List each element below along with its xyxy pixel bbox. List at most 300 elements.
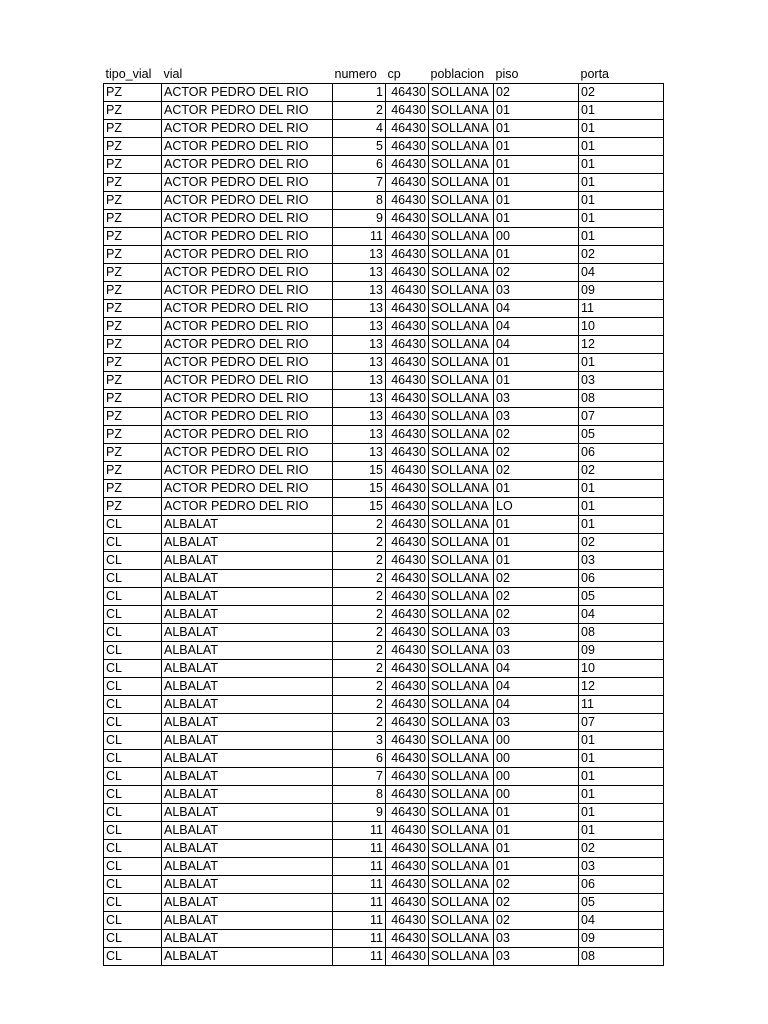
- cell-poblacion[interactable]: SOLLANA: [429, 138, 494, 156]
- cell-vial[interactable]: ACTOR PEDRO DEL RIO: [162, 120, 333, 138]
- cell-numero[interactable]: 11: [333, 876, 386, 894]
- cell-numero[interactable]: 2: [333, 678, 386, 696]
- cell-poblacion[interactable]: SOLLANA: [429, 192, 494, 210]
- cell-cp[interactable]: 46430: [386, 462, 429, 480]
- cell-tipo-vial[interactable]: CL: [104, 894, 162, 912]
- cell-numero[interactable]: 13: [333, 426, 386, 444]
- cell-tipo-vial[interactable]: CL: [104, 624, 162, 642]
- cell-poblacion[interactable]: SOLLANA: [429, 912, 494, 930]
- cell-numero[interactable]: 13: [333, 336, 386, 354]
- cell-cp[interactable]: 46430: [386, 606, 429, 624]
- cell-piso[interactable]: 01: [494, 174, 579, 192]
- cell-piso[interactable]: 01: [494, 354, 579, 372]
- cell-poblacion[interactable]: SOLLANA: [429, 390, 494, 408]
- cell-cp[interactable]: 46430: [386, 570, 429, 588]
- cell-porta[interactable]: 04: [579, 606, 664, 624]
- cell-poblacion[interactable]: SOLLANA: [429, 102, 494, 120]
- cell-cp[interactable]: 46430: [386, 156, 429, 174]
- cell-numero[interactable]: 13: [333, 282, 386, 300]
- cell-tipo-vial[interactable]: PZ: [104, 444, 162, 462]
- cell-numero[interactable]: 2: [333, 516, 386, 534]
- cell-tipo-vial[interactable]: CL: [104, 660, 162, 678]
- cell-numero[interactable]: 2: [333, 642, 386, 660]
- cell-tipo-vial[interactable]: CL: [104, 606, 162, 624]
- cell-cp[interactable]: 46430: [386, 264, 429, 282]
- cell-vial[interactable]: ALBALAT: [162, 822, 333, 840]
- cell-vial[interactable]: ACTOR PEDRO DEL RIO: [162, 210, 333, 228]
- cell-cp[interactable]: 46430: [386, 84, 429, 102]
- cell-vial[interactable]: ACTOR PEDRO DEL RIO: [162, 390, 333, 408]
- cell-poblacion[interactable]: SOLLANA: [429, 426, 494, 444]
- cell-porta[interactable]: 10: [579, 318, 664, 336]
- cell-tipo-vial[interactable]: CL: [104, 840, 162, 858]
- cell-vial[interactable]: ALBALAT: [162, 804, 333, 822]
- cell-porta[interactable]: 01: [579, 516, 664, 534]
- cell-porta[interactable]: 01: [579, 786, 664, 804]
- cell-vial[interactable]: ALBALAT: [162, 948, 333, 966]
- cell-piso[interactable]: 01: [494, 840, 579, 858]
- cell-poblacion[interactable]: SOLLANA: [429, 354, 494, 372]
- cell-piso[interactable]: 03: [494, 714, 579, 732]
- cell-piso[interactable]: 01: [494, 822, 579, 840]
- cell-cp[interactable]: 46430: [386, 498, 429, 516]
- cell-porta[interactable]: 07: [579, 408, 664, 426]
- cell-tipo-vial[interactable]: CL: [104, 714, 162, 732]
- cell-cp[interactable]: 46430: [386, 696, 429, 714]
- cell-porta[interactable]: 01: [579, 498, 664, 516]
- cell-cp[interactable]: 46430: [386, 192, 429, 210]
- cell-cp[interactable]: 46430: [386, 588, 429, 606]
- cell-vial[interactable]: ACTOR PEDRO DEL RIO: [162, 354, 333, 372]
- cell-tipo-vial[interactable]: CL: [104, 696, 162, 714]
- cell-vial[interactable]: ALBALAT: [162, 840, 333, 858]
- cell-tipo-vial[interactable]: PZ: [104, 138, 162, 156]
- cell-poblacion[interactable]: SOLLANA: [429, 300, 494, 318]
- cell-porta[interactable]: 01: [579, 732, 664, 750]
- cell-cp[interactable]: 46430: [386, 210, 429, 228]
- cell-tipo-vial[interactable]: PZ: [104, 174, 162, 192]
- cell-poblacion[interactable]: SOLLANA: [429, 408, 494, 426]
- cell-tipo-vial[interactable]: CL: [104, 750, 162, 768]
- cell-piso[interactable]: 01: [494, 480, 579, 498]
- cell-tipo-vial[interactable]: PZ: [104, 228, 162, 246]
- cell-numero[interactable]: 2: [333, 624, 386, 642]
- cell-porta[interactable]: 04: [579, 912, 664, 930]
- cell-numero[interactable]: 13: [333, 318, 386, 336]
- cell-vial[interactable]: ACTOR PEDRO DEL RIO: [162, 174, 333, 192]
- cell-poblacion[interactable]: SOLLANA: [429, 768, 494, 786]
- cell-poblacion[interactable]: SOLLANA: [429, 570, 494, 588]
- cell-cp[interactable]: 46430: [386, 534, 429, 552]
- cell-cp[interactable]: 46430: [386, 246, 429, 264]
- cell-numero[interactable]: 9: [333, 804, 386, 822]
- cell-numero[interactable]: 11: [333, 912, 386, 930]
- cell-vial[interactable]: ALBALAT: [162, 678, 333, 696]
- cell-cp[interactable]: 46430: [386, 480, 429, 498]
- cell-numero[interactable]: 13: [333, 372, 386, 390]
- cell-piso[interactable]: 02: [494, 876, 579, 894]
- cell-piso[interactable]: 01: [494, 210, 579, 228]
- cell-porta[interactable]: 08: [579, 948, 664, 966]
- cell-porta[interactable]: 12: [579, 336, 664, 354]
- cell-vial[interactable]: ACTOR PEDRO DEL RIO: [162, 408, 333, 426]
- cell-numero[interactable]: 2: [333, 102, 386, 120]
- cell-piso[interactable]: 02: [494, 912, 579, 930]
- cell-vial[interactable]: ACTOR PEDRO DEL RIO: [162, 84, 333, 102]
- cell-cp[interactable]: 46430: [386, 840, 429, 858]
- cell-cp[interactable]: 46430: [386, 120, 429, 138]
- cell-numero[interactable]: 2: [333, 534, 386, 552]
- cell-vial[interactable]: ACTOR PEDRO DEL RIO: [162, 102, 333, 120]
- cell-vial[interactable]: ALBALAT: [162, 660, 333, 678]
- cell-piso[interactable]: 02: [494, 462, 579, 480]
- cell-piso[interactable]: 01: [494, 372, 579, 390]
- cell-piso[interactable]: 04: [494, 696, 579, 714]
- cell-poblacion[interactable]: SOLLANA: [429, 444, 494, 462]
- cell-poblacion[interactable]: SOLLANA: [429, 84, 494, 102]
- cell-piso[interactable]: 04: [494, 300, 579, 318]
- cell-tipo-vial[interactable]: CL: [104, 588, 162, 606]
- cell-porta[interactable]: 01: [579, 192, 664, 210]
- cell-piso[interactable]: 02: [494, 570, 579, 588]
- cell-tipo-vial[interactable]: PZ: [104, 354, 162, 372]
- cell-numero[interactable]: 11: [333, 858, 386, 876]
- cell-tipo-vial[interactable]: PZ: [104, 336, 162, 354]
- cell-piso[interactable]: 01: [494, 804, 579, 822]
- cell-piso[interactable]: 02: [494, 588, 579, 606]
- cell-porta[interactable]: 02: [579, 246, 664, 264]
- cell-piso[interactable]: 02: [494, 426, 579, 444]
- cell-poblacion[interactable]: SOLLANA: [429, 480, 494, 498]
- cell-cp[interactable]: 46430: [386, 282, 429, 300]
- cell-vial[interactable]: ALBALAT: [162, 606, 333, 624]
- cell-piso[interactable]: 02: [494, 444, 579, 462]
- cell-poblacion[interactable]: SOLLANA: [429, 732, 494, 750]
- cell-tipo-vial[interactable]: PZ: [104, 102, 162, 120]
- cell-poblacion[interactable]: SOLLANA: [429, 282, 494, 300]
- cell-piso[interactable]: 00: [494, 750, 579, 768]
- cell-vial[interactable]: ALBALAT: [162, 552, 333, 570]
- cell-numero[interactable]: 7: [333, 768, 386, 786]
- cell-tipo-vial[interactable]: CL: [104, 930, 162, 948]
- cell-tipo-vial[interactable]: PZ: [104, 480, 162, 498]
- cell-tipo-vial[interactable]: PZ: [104, 390, 162, 408]
- cell-poblacion[interactable]: SOLLANA: [429, 822, 494, 840]
- cell-numero[interactable]: 15: [333, 498, 386, 516]
- cell-cp[interactable]: 46430: [386, 426, 429, 444]
- cell-porta[interactable]: 01: [579, 822, 664, 840]
- cell-poblacion[interactable]: SOLLANA: [429, 552, 494, 570]
- cell-piso[interactable]: 01: [494, 120, 579, 138]
- cell-vial[interactable]: ACTOR PEDRO DEL RIO: [162, 498, 333, 516]
- cell-porta[interactable]: 01: [579, 210, 664, 228]
- cell-tipo-vial[interactable]: CL: [104, 876, 162, 894]
- cell-cp[interactable]: 46430: [386, 786, 429, 804]
- cell-tipo-vial[interactable]: CL: [104, 642, 162, 660]
- cell-tipo-vial[interactable]: CL: [104, 912, 162, 930]
- cell-vial[interactable]: ACTOR PEDRO DEL RIO: [162, 462, 333, 480]
- cell-poblacion[interactable]: SOLLANA: [429, 624, 494, 642]
- cell-porta[interactable]: 11: [579, 300, 664, 318]
- cell-tipo-vial[interactable]: CL: [104, 732, 162, 750]
- cell-porta[interactable]: 09: [579, 930, 664, 948]
- cell-poblacion[interactable]: SOLLANA: [429, 516, 494, 534]
- cell-poblacion[interactable]: SOLLANA: [429, 534, 494, 552]
- cell-porta[interactable]: 03: [579, 858, 664, 876]
- cell-piso[interactable]: 04: [494, 318, 579, 336]
- cell-porta[interactable]: 02: [579, 84, 664, 102]
- cell-porta[interactable]: 06: [579, 876, 664, 894]
- cell-cp[interactable]: 46430: [386, 894, 429, 912]
- cell-tipo-vial[interactable]: PZ: [104, 426, 162, 444]
- cell-poblacion[interactable]: SOLLANA: [429, 786, 494, 804]
- cell-piso[interactable]: 03: [494, 948, 579, 966]
- cell-poblacion[interactable]: SOLLANA: [429, 498, 494, 516]
- cell-piso[interactable]: 01: [494, 138, 579, 156]
- cell-vial[interactable]: ALBALAT: [162, 534, 333, 552]
- cell-numero[interactable]: 11: [333, 894, 386, 912]
- cell-vial[interactable]: ACTOR PEDRO DEL RIO: [162, 336, 333, 354]
- cell-porta[interactable]: 01: [579, 102, 664, 120]
- cell-porta[interactable]: 10: [579, 660, 664, 678]
- cell-piso[interactable]: 01: [494, 534, 579, 552]
- cell-numero[interactable]: 8: [333, 786, 386, 804]
- cell-cp[interactable]: 46430: [386, 516, 429, 534]
- cell-tipo-vial[interactable]: PZ: [104, 84, 162, 102]
- cell-piso[interactable]: 01: [494, 552, 579, 570]
- cell-numero[interactable]: 1: [333, 84, 386, 102]
- cell-vial[interactable]: ACTOR PEDRO DEL RIO: [162, 264, 333, 282]
- cell-porta[interactable]: 02: [579, 462, 664, 480]
- cell-numero[interactable]: 2: [333, 714, 386, 732]
- cell-poblacion[interactable]: SOLLANA: [429, 372, 494, 390]
- cell-piso[interactable]: 03: [494, 642, 579, 660]
- cell-numero[interactable]: 2: [333, 660, 386, 678]
- cell-numero[interactable]: 7: [333, 174, 386, 192]
- cell-poblacion[interactable]: SOLLANA: [429, 642, 494, 660]
- cell-cp[interactable]: 46430: [386, 678, 429, 696]
- cell-tipo-vial[interactable]: PZ: [104, 264, 162, 282]
- cell-numero[interactable]: 3: [333, 732, 386, 750]
- cell-porta[interactable]: 01: [579, 354, 664, 372]
- cell-poblacion[interactable]: SOLLANA: [429, 948, 494, 966]
- cell-piso[interactable]: 00: [494, 786, 579, 804]
- cell-poblacion[interactable]: SOLLANA: [429, 876, 494, 894]
- cell-numero[interactable]: 15: [333, 480, 386, 498]
- cell-vial[interactable]: ALBALAT: [162, 714, 333, 732]
- cell-piso[interactable]: 03: [494, 282, 579, 300]
- cell-poblacion[interactable]: SOLLANA: [429, 228, 494, 246]
- cell-porta[interactable]: 05: [579, 426, 664, 444]
- cell-piso[interactable]: LO: [494, 498, 579, 516]
- cell-poblacion[interactable]: SOLLANA: [429, 462, 494, 480]
- cell-cp[interactable]: 46430: [386, 948, 429, 966]
- cell-numero[interactable]: 2: [333, 606, 386, 624]
- cell-numero[interactable]: 11: [333, 228, 386, 246]
- cell-piso[interactable]: 02: [494, 84, 579, 102]
- cell-piso[interactable]: 01: [494, 192, 579, 210]
- cell-numero[interactable]: 13: [333, 354, 386, 372]
- cell-tipo-vial[interactable]: CL: [104, 534, 162, 552]
- cell-piso[interactable]: 01: [494, 246, 579, 264]
- cell-poblacion[interactable]: SOLLANA: [429, 264, 494, 282]
- cell-vial[interactable]: ACTOR PEDRO DEL RIO: [162, 372, 333, 390]
- cell-piso[interactable]: 03: [494, 624, 579, 642]
- cell-porta[interactable]: 06: [579, 444, 664, 462]
- cell-vial[interactable]: ACTOR PEDRO DEL RIO: [162, 282, 333, 300]
- cell-poblacion[interactable]: SOLLANA: [429, 246, 494, 264]
- cell-tipo-vial[interactable]: CL: [104, 516, 162, 534]
- cell-vial[interactable]: ALBALAT: [162, 570, 333, 588]
- cell-poblacion[interactable]: SOLLANA: [429, 714, 494, 732]
- cell-tipo-vial[interactable]: PZ: [104, 372, 162, 390]
- cell-vial[interactable]: ACTOR PEDRO DEL RIO: [162, 156, 333, 174]
- cell-porta[interactable]: 08: [579, 390, 664, 408]
- cell-tipo-vial[interactable]: CL: [104, 678, 162, 696]
- cell-piso[interactable]: 04: [494, 678, 579, 696]
- cell-vial[interactable]: ALBALAT: [162, 894, 333, 912]
- cell-vial[interactable]: ACTOR PEDRO DEL RIO: [162, 246, 333, 264]
- cell-vial[interactable]: ALBALAT: [162, 696, 333, 714]
- cell-numero[interactable]: 11: [333, 840, 386, 858]
- cell-vial[interactable]: ALBALAT: [162, 642, 333, 660]
- cell-poblacion[interactable]: SOLLANA: [429, 210, 494, 228]
- cell-piso[interactable]: 02: [494, 894, 579, 912]
- cell-porta[interactable]: 07: [579, 714, 664, 732]
- cell-porta[interactable]: 01: [579, 138, 664, 156]
- cell-porta[interactable]: 01: [579, 750, 664, 768]
- cell-piso[interactable]: 03: [494, 390, 579, 408]
- cell-vial[interactable]: ACTOR PEDRO DEL RIO: [162, 318, 333, 336]
- cell-vial[interactable]: ALBALAT: [162, 786, 333, 804]
- cell-vial[interactable]: ALBALAT: [162, 912, 333, 930]
- cell-piso[interactable]: 02: [494, 606, 579, 624]
- cell-piso[interactable]: 01: [494, 102, 579, 120]
- cell-poblacion[interactable]: SOLLANA: [429, 336, 494, 354]
- cell-piso[interactable]: 04: [494, 336, 579, 354]
- cell-cp[interactable]: 46430: [386, 858, 429, 876]
- cell-tipo-vial[interactable]: PZ: [104, 192, 162, 210]
- cell-numero[interactable]: 11: [333, 948, 386, 966]
- cell-cp[interactable]: 46430: [386, 876, 429, 894]
- cell-tipo-vial[interactable]: CL: [104, 804, 162, 822]
- cell-cp[interactable]: 46430: [386, 930, 429, 948]
- cell-poblacion[interactable]: SOLLANA: [429, 894, 494, 912]
- cell-cp[interactable]: 46430: [386, 300, 429, 318]
- cell-poblacion[interactable]: SOLLANA: [429, 804, 494, 822]
- cell-cp[interactable]: 46430: [386, 804, 429, 822]
- cell-poblacion[interactable]: SOLLANA: [429, 858, 494, 876]
- cell-numero[interactable]: 13: [333, 246, 386, 264]
- cell-piso[interactable]: 00: [494, 228, 579, 246]
- cell-porta[interactable]: 02: [579, 840, 664, 858]
- cell-porta[interactable]: 01: [579, 120, 664, 138]
- cell-tipo-vial[interactable]: CL: [104, 570, 162, 588]
- cell-porta[interactable]: 05: [579, 894, 664, 912]
- cell-tipo-vial[interactable]: PZ: [104, 300, 162, 318]
- cell-cp[interactable]: 46430: [386, 642, 429, 660]
- cell-numero[interactable]: 5: [333, 138, 386, 156]
- cell-piso[interactable]: 03: [494, 930, 579, 948]
- cell-cp[interactable]: 46430: [386, 102, 429, 120]
- cell-porta[interactable]: 01: [579, 174, 664, 192]
- cell-tipo-vial[interactable]: CL: [104, 768, 162, 786]
- cell-cp[interactable]: 46430: [386, 390, 429, 408]
- cell-cp[interactable]: 46430: [386, 138, 429, 156]
- cell-piso[interactable]: 03: [494, 408, 579, 426]
- cell-tipo-vial[interactable]: CL: [104, 948, 162, 966]
- cell-vial[interactable]: ALBALAT: [162, 858, 333, 876]
- cell-poblacion[interactable]: SOLLANA: [429, 120, 494, 138]
- cell-vial[interactable]: ACTOR PEDRO DEL RIO: [162, 192, 333, 210]
- cell-numero[interactable]: 6: [333, 156, 386, 174]
- cell-porta[interactable]: 12: [579, 678, 664, 696]
- cell-cp[interactable]: 46430: [386, 408, 429, 426]
- cell-piso[interactable]: 04: [494, 660, 579, 678]
- cell-cp[interactable]: 46430: [386, 444, 429, 462]
- cell-poblacion[interactable]: SOLLANA: [429, 174, 494, 192]
- cell-porta[interactable]: 02: [579, 534, 664, 552]
- cell-tipo-vial[interactable]: PZ: [104, 156, 162, 174]
- cell-cp[interactable]: 46430: [386, 228, 429, 246]
- cell-tipo-vial[interactable]: PZ: [104, 318, 162, 336]
- cell-cp[interactable]: 46430: [386, 372, 429, 390]
- cell-cp[interactable]: 46430: [386, 174, 429, 192]
- cell-vial[interactable]: ALBALAT: [162, 876, 333, 894]
- cell-cp[interactable]: 46430: [386, 732, 429, 750]
- cell-tipo-vial[interactable]: PZ: [104, 408, 162, 426]
- cell-tipo-vial[interactable]: PZ: [104, 210, 162, 228]
- cell-tipo-vial[interactable]: PZ: [104, 498, 162, 516]
- cell-vial[interactable]: ALBALAT: [162, 732, 333, 750]
- cell-numero[interactable]: 13: [333, 300, 386, 318]
- cell-porta[interactable]: 03: [579, 552, 664, 570]
- cell-vial[interactable]: ALBALAT: [162, 750, 333, 768]
- cell-piso[interactable]: 01: [494, 516, 579, 534]
- cell-numero[interactable]: 8: [333, 192, 386, 210]
- cell-porta[interactable]: 03: [579, 372, 664, 390]
- cell-piso[interactable]: 01: [494, 858, 579, 876]
- cell-numero[interactable]: 13: [333, 390, 386, 408]
- cell-cp[interactable]: 46430: [386, 354, 429, 372]
- cell-vial[interactable]: ACTOR PEDRO DEL RIO: [162, 480, 333, 498]
- cell-vial[interactable]: ACTOR PEDRO DEL RIO: [162, 444, 333, 462]
- cell-cp[interactable]: 46430: [386, 750, 429, 768]
- cell-poblacion[interactable]: SOLLANA: [429, 840, 494, 858]
- cell-porta[interactable]: 09: [579, 282, 664, 300]
- cell-poblacion[interactable]: SOLLANA: [429, 660, 494, 678]
- cell-poblacion[interactable]: SOLLANA: [429, 678, 494, 696]
- cell-numero[interactable]: 11: [333, 822, 386, 840]
- cell-porta[interactable]: 05: [579, 588, 664, 606]
- cell-numero[interactable]: 4: [333, 120, 386, 138]
- cell-numero[interactable]: 6: [333, 750, 386, 768]
- cell-porta[interactable]: 01: [579, 480, 664, 498]
- cell-poblacion[interactable]: SOLLANA: [429, 930, 494, 948]
- cell-cp[interactable]: 46430: [386, 318, 429, 336]
- cell-poblacion[interactable]: SOLLANA: [429, 156, 494, 174]
- cell-cp[interactable]: 46430: [386, 624, 429, 642]
- cell-piso[interactable]: 00: [494, 768, 579, 786]
- cell-tipo-vial[interactable]: PZ: [104, 282, 162, 300]
- cell-tipo-vial[interactable]: PZ: [104, 120, 162, 138]
- cell-vial[interactable]: ACTOR PEDRO DEL RIO: [162, 426, 333, 444]
- cell-porta[interactable]: 08: [579, 624, 664, 642]
- cell-porta[interactable]: 01: [579, 768, 664, 786]
- cell-numero[interactable]: 15: [333, 462, 386, 480]
- cell-tipo-vial[interactable]: CL: [104, 552, 162, 570]
- cell-cp[interactable]: 46430: [386, 822, 429, 840]
